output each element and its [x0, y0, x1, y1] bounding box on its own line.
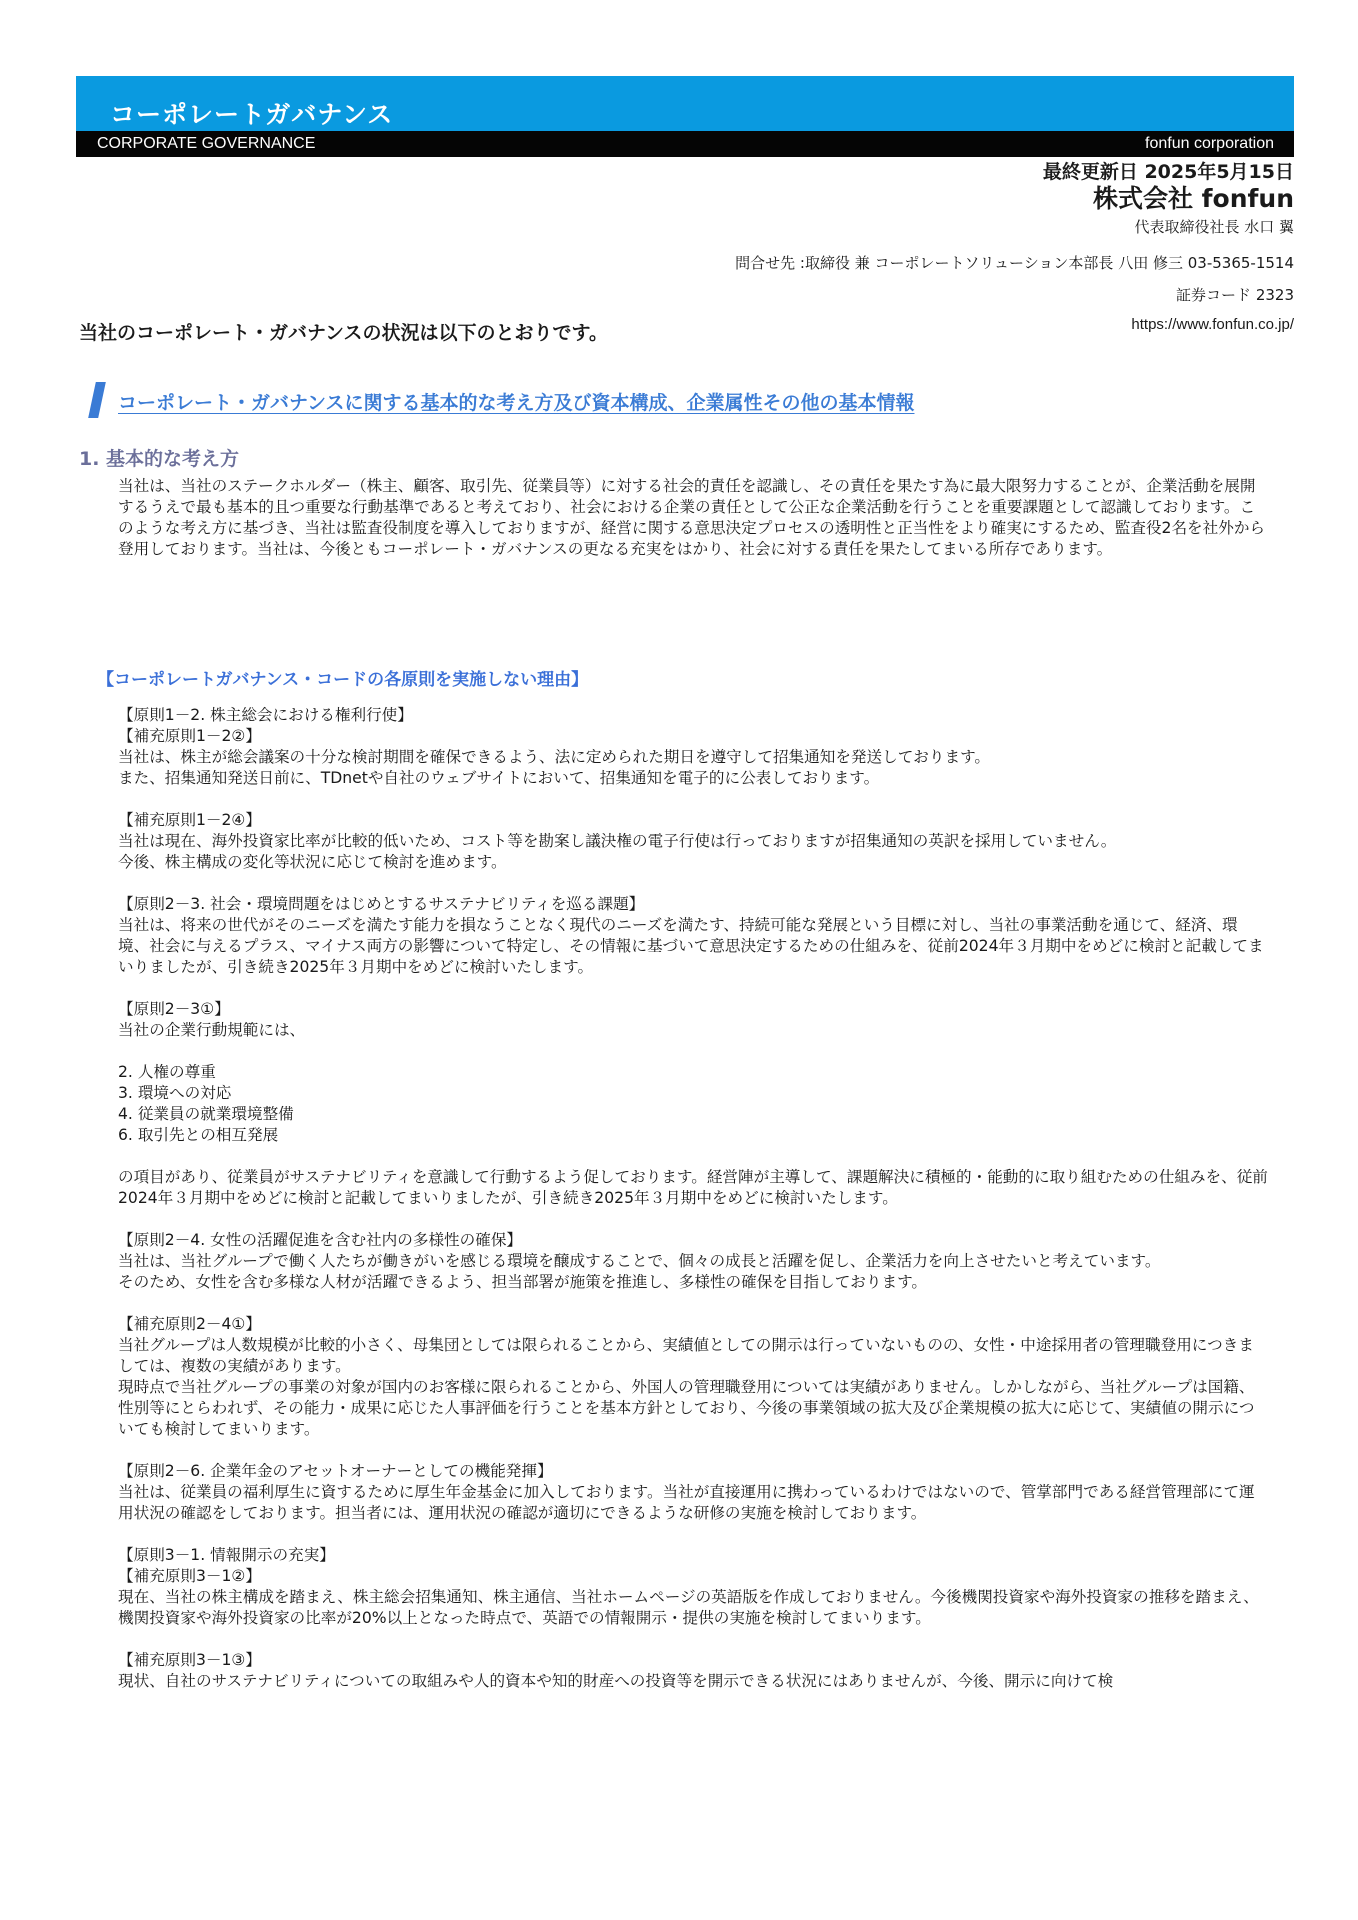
principle-line: 3. 環境への対応: [118, 1084, 232, 1102]
principle-line: そのため、女性を含む多様な人材が活躍できるよう、担当部署が施策を推進し、多様性の確保を目指しております。: [118, 1273, 928, 1291]
principle-line: 2. 人権の尊重: [118, 1063, 216, 1081]
securities-code: 証券コード 2323: [1176, 286, 1294, 304]
principle-line: 【補充原則3－1③】: [118, 1651, 261, 1669]
company-url: https://www.fonfun.co.jp/: [1131, 316, 1294, 333]
principle-line: 【原則3－1. 情報開示の充実】: [118, 1546, 335, 1564]
principle-line: 当社は、株主が総会議案の十分な検討期間を確保できるよう、法に定められた期日を遵守して招集通知を発送しております。: [118, 748, 991, 766]
principle-block: [118, 1062, 1268, 1146]
principle-line: 現時点で当社グループの事業の対象が国内のお客様に限られることから、外国人の管理職登用については実績がありません。しかしながら、当社グループは国籍、性別等にとらわれず、その能力・成果に応じた人事評価を行うことを基本方針としており、今後の事業領域の拡大及び企業規模の拡大に応じて、実績値の開示についても検討してまいります。: [118, 1378, 1255, 1438]
principle-block: [118, 810, 1268, 873]
principle-block: [118, 1650, 1268, 1692]
representative: 代表取締役社長 水口 翼: [1134, 218, 1294, 236]
principle-line: 【補充原則3－1②】: [118, 1567, 261, 1585]
principle-line: 今後、株主構成の変化等状況に応じて検討を進めます。: [118, 853, 507, 871]
company-name: 株式会社 fonfun: [1092, 184, 1294, 213]
principle-block: [118, 1314, 1268, 1440]
principle-block: [118, 1545, 1268, 1629]
principle-line: 現状、自社のサステナビリティについての取組みや人的資本や知的財産への投資等を開示できる状況にはありませんが、今後、開示に向けて検: [118, 1672, 1114, 1690]
principle-line: 【原則2－6. 企業年金のアセットオーナーとしての機能発揮】: [118, 1462, 553, 1480]
principle-line: 【原則2－3. 社会・環境問題をはじめとするサステナビリティを巡る課題】: [118, 895, 645, 913]
principle-line: 【原則1－2. 株主総会における権利行使】: [118, 706, 413, 724]
section-title: コーポレート・ガバナンスに関する基本的な考え方及び資本構成、企業属性その他の基本情報: [118, 392, 915, 414]
last-updated: 最終更新日 2025年5月15日: [1042, 161, 1294, 183]
principle-line: 現在、当社の株主構成を踏まえ、株主総会招集通知、株主通信、当社ホームページの英語版を作成しておりません。今後機関投資家や海外投資家の推移を踏まえ、機関投資家や海外投資家の比率が20%以上となった時点で、英語での情報開示・提供の実施を検討してまいります。: [118, 1588, 1259, 1627]
principle-line: 当社の企業行動規範には、: [118, 1021, 306, 1039]
banner-subtitle: CORPORATE GOVERNANCE: [97, 135, 316, 152]
principle-line: 【原則2－4. 女性の活躍促進を含む社内の多様性の確保】: [118, 1231, 523, 1249]
principles-body: [118, 705, 1268, 1713]
principle-line: の項目があり、従業員がサステナビリティを意識して行動するよう促しております。経営陣が主導して、課題解決に積極的・能動的に取り組むための仕組みを、従前2024年３月期中をめどに検討と記載してまいりましたが、引き続き2025年３月期中をめどに検討いたします。: [118, 1168, 1268, 1207]
principle-line: 当社は、従業員の福利厚生に資するために厚生年金基金に加入しております。当社が直接運用に携わっているわけではないので、管掌部門である経営管理部にて運用状況の確認をしております。担当者には、運用状況の確認が適切にできるような研修の実施を検討しております。: [118, 1483, 1255, 1522]
basic-heading: 1. 基本的な考え方: [79, 448, 240, 470]
principle-line: 6. 取引先との相互発展: [118, 1126, 279, 1144]
banner-title: コーポレートガバナンス: [110, 100, 394, 129]
section-marker-icon: [88, 382, 106, 418]
principle-block: [118, 894, 1268, 978]
contact-info: 問合せ先 :取締役 兼 コーポレートソリューション本部長 八田 修三 03-5365-1514: [735, 254, 1294, 272]
principle-line: 当社は、当社グループで働く人たちが働きがいを感じる環境を醸成することで、個々の成長と活躍を促し、企業活力を向上させたいと考えています。: [118, 1252, 1161, 1270]
principle-block: [118, 1230, 1268, 1293]
basic-text: 当社は、当社のステークホルダー（株主、顧客、取引先、従業員等）に対する社会的責任を認識し、その責任を果たす為に最大限努力することが、企業活動を展開するうえで最も基本的且つ重要な行動基準であると考えており、社会における企業の責任として公正な企業活動を行うことを重要課題として認識しております。このような考え方に基づき、当社は監査役制度を導入しておりますが、経営に関する意思決定プロセスの透明性と正当性をより確実にするため、監査役2名を社外から登用しております。当社は、今後ともコーポレート・ガバナンスの更なる充実をはかり、社会に対する責任を果たしてまいる所存であります。: [118, 477, 1266, 558]
principle-line: 4. 従業員の就業環境整備: [118, 1105, 294, 1123]
principle-block: [118, 1461, 1268, 1524]
principle-block: [118, 705, 1268, 789]
principle-line: 当社グループは人数規模が比較的小さく、母集団としては限られることから、実績値としての開示は行っていないものの、女性・中途採用者の管理職登用につきましては、複数の実績があります。: [118, 1336, 1254, 1375]
principle-line: 当社は、将来の世代がそのニーズを満たす能力を損なうことなく現代のニーズを満たす、持続可能な発展という目標に対し、当社の事業活動を通じて、経済、環境、社会に与えるプラス、マイナス両方の影響について特定し、その情報に基づいて意思決定するための仕組みを、従前2024年３月期中をめどに検討と記載してまいりましたが、引き続き2025年３月期中をめどに検討いたします。: [118, 916, 1264, 976]
banner-corp-name: fonfun corporation: [1145, 135, 1274, 152]
principle-line: 当社は現在、海外投資家比率が比較的低いため、コスト等を勘案し議決権の電子行使は行っておりますが招集通知の英訳を採用していません。: [118, 832, 1117, 850]
company-info: [735, 160, 1294, 336]
principle-line: 【補充原則1－2②】: [118, 727, 261, 745]
principle-line: 【補充原則2－4①】: [118, 1315, 261, 1333]
principle-line: 【補充原則1－2④】: [118, 811, 261, 829]
intro-text: 当社のコーポレート・ガバナンスの状況は以下のとおりです。: [79, 322, 608, 344]
principle-line: 【原則2－3①】: [118, 1000, 230, 1018]
principles-heading: 【コーポレートガバナンス・コードの各原則を実施しない理由】: [97, 670, 589, 690]
principle-block: [118, 1167, 1268, 1209]
principle-block: [118, 999, 1268, 1041]
principle-line: また、招集通知発送日前に、TDnetや自社のウェブサイトにおいて、招集通知を電子的に公表しております。: [118, 769, 880, 787]
